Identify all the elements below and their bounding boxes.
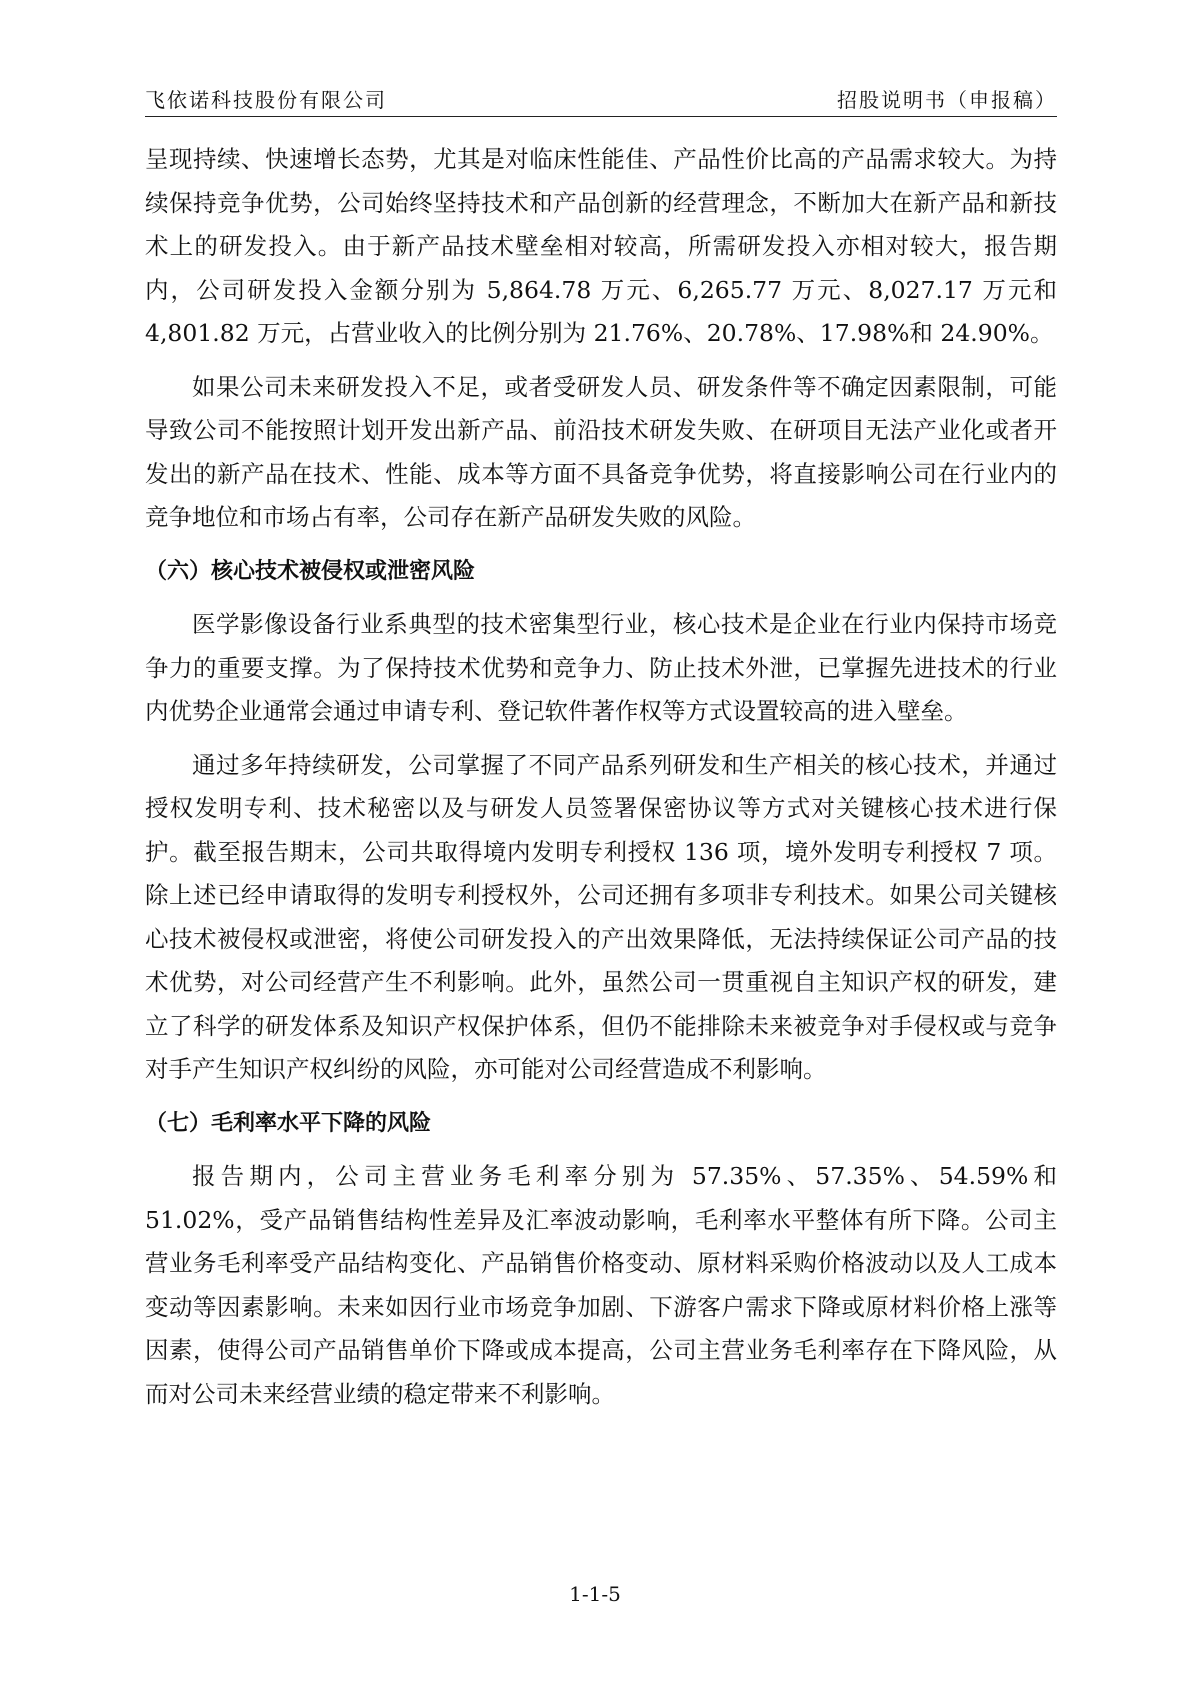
section-heading-core-tech-risk: （六）核心技术被侵权或泄密风险 <box>145 558 476 584</box>
paragraph-gross-margin: 报告期内，公司主营业务毛利率分别为 57.35%、57.35%、54.59%和 51.02%，受产品销售结构性差异及汇率波动影响，毛利率水平整体有所下降。公司主营业务毛利率受产品结构变化、产品销售价格变动、原材料采购价格波动以及人工成本变动等因素影响。未来如因行业市场竞争加剧、下游客户需求下降或原材料价格上涨等因素，使得公司产品销售单价下降或成本提高，公司主营业务毛利率存在下降风险，从而对公司未来经营业绩的稳定带来不利影响。 <box>145 1162 1057 1408</box>
document-title: 招股说明书（申报稿） <box>837 88 1057 112</box>
page-header <box>145 82 1057 117</box>
paragraph-patents: 通过多年持续研发，公司掌握了不同产品系列研发和生产相关的核心技术，并通过授权发明专利、技术秘密以及与研发人员签署保密协议等方式对关键核心技术进行保护。截至报告期末，公司共取得境内发明专利授权 136 项，境外发明专利授权 7 项。除上述已经申请取得的发明专利授权外，公司还拥有多项非专利技术。如果公司关键核心技术被侵权或泄密，将使公司研发投入的产出效果降低，无法持续保证公司产品的技术优势，对公司经营产生不利影响。此外，虽然公司一贯重视自主知识产权的研发，建立了科学的研发体系及知识产权保护体系，但仍不能排除未来被竞争对手侵权或与竞争对手产生知识产权纠纷的风险，亦可能对公司经营造成不利影响。 <box>145 750 1057 1083</box>
paragraph-industry-tech: 医学影像设备行业系典型的技术密集型行业，核心技术是企业在行业内保持市场竞争力的重要支撑。为了保持技术优势和竞争力、防止技术外泄，已掌握先进技术的行业内优势企业通常会通过申请专利、登记软件著作权等方式设置较高的进入壁垒。 <box>145 610 1057 725</box>
page-number: 1-1-5 <box>569 1582 621 1606</box>
page-body <box>145 138 1057 1416</box>
paragraph-rd-risk: 如果公司未来研发投入不足，或者受研发人员、研发条件等不确定因素限制，可能导致公司不能按照计划开发出新产品、前沿技术研发失败、在研项目无法产业化或者开发出的新产品在技术、性能、成本等方面不具备竞争优势，将直接影响公司在行业内的竞争地位和市场占有率，公司存在新产品研发失败的风险。 <box>145 372 1057 531</box>
section-heading-gross-margin-risk: （七）毛利率水平下降的风险 <box>145 1110 432 1136</box>
company-name: 飞依诺科技股份有限公司 <box>145 88 387 112</box>
paragraph-rd-investment: 呈现持续、快速增长态势，尤其是对临床性能佳、产品性价比高的产品需求较大。为持续保持竞争优势，公司始终坚持技术和产品创新的经营理念，不断加大在新产品和新技术上的研发投入。由于新产品技术壁垒相对较高，所需研发投入亦相对较大，报告期内，公司研发投入金额分别为 5,864.78 万元、6,265.77 万元、8,027.17 万元和 4,801.82 万元，占营业收入的比例分别为 21.76%、20.78%、17.98%和 24.90%。 <box>145 145 1057 347</box>
